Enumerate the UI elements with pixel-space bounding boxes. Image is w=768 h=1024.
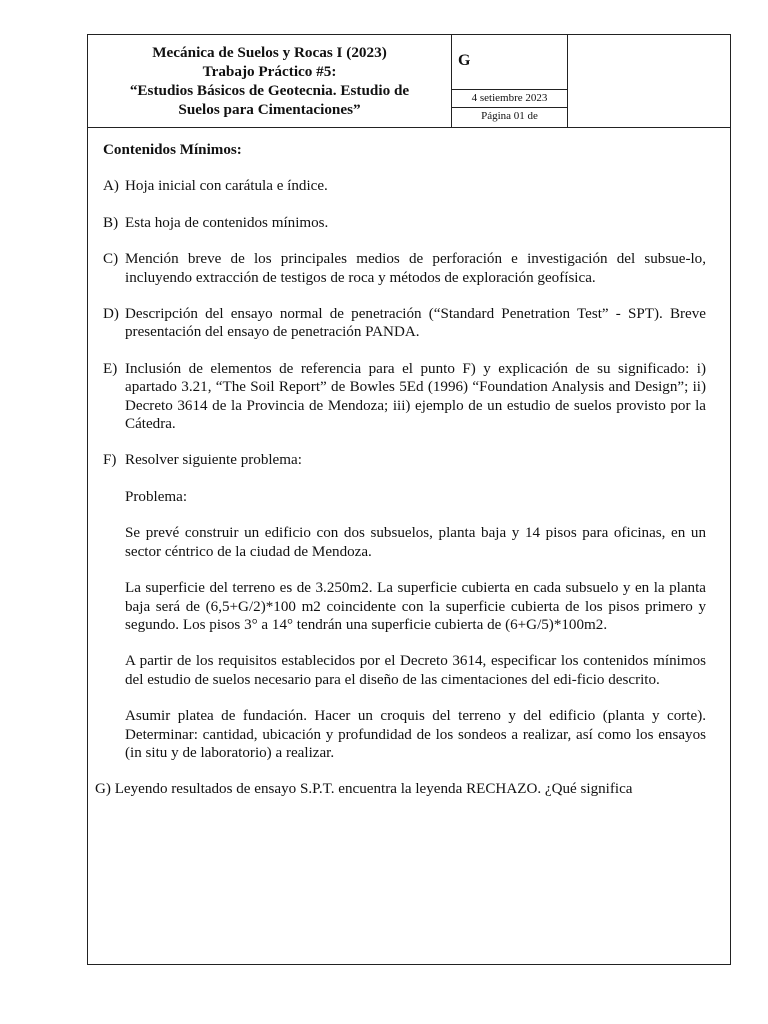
item-text: Resolver siguiente problema: bbox=[125, 452, 302, 469]
grade-letter: G bbox=[458, 52, 471, 69]
problem-title: Problema: bbox=[125, 488, 188, 505]
title-cell bbox=[88, 35, 452, 127]
item-text: Hoja inicial con carátula e índice. bbox=[125, 178, 328, 195]
subtitle-line-2: Suelos para Cimentaciones” bbox=[178, 101, 361, 118]
item-label: C) bbox=[103, 251, 119, 268]
course-title: Mecánica de Suelos y Rocas I (2023) bbox=[152, 44, 387, 61]
item-label: E) bbox=[103, 360, 118, 377]
problem-paragraph-4: Asumir platea de fundación. Hacer un croquis del terreno y del edificio (planta y corte). Determinar: cantidad, ubicación y profundidad de los sondeos a realizar, así como los ensayos (in situ y de laboratorio) a realizar. bbox=[125, 708, 706, 761]
item-text: Inclusión de elementos de referencia para el punto F) y explicación de su significado: i) apartado 3.21, “The Soil Report” de Bowles 5Ed (1996) “Foundation Analysis and Design”; ii) Decreto 3614 de la Provincia de Mendoza; iii) ejemplo de un estudio de suelos provisto por la Cátedra. bbox=[125, 360, 706, 433]
item-text: Descripción del ensayo normal de penetración (“Standard Penetration Test” - SPT). Breve presentación del ensayo de penetración PANDA. bbox=[125, 306, 706, 341]
header-table bbox=[88, 35, 730, 128]
tp-title: Trabajo Práctico #5: bbox=[202, 63, 337, 80]
item-label: B) bbox=[103, 214, 119, 231]
list-item bbox=[103, 250, 706, 287]
list-item bbox=[103, 177, 706, 195]
problem-paragraph-3: A partir de los requisitos establecidos por el Decreto 3614, especificar los contenidos mínimos del estudio de suelos necesario para el diseño de las cimentaciones del edi-ficio descrito. bbox=[125, 653, 706, 688]
problem-paragraph-1: Se prevé construir un edificio con dos subsuelos, planta baja y 14 pisos para oficinas, en un sector céntrico de la ciudad de Mendoza. bbox=[125, 525, 706, 560]
page-number: Página 01 de bbox=[481, 110, 538, 122]
question-g: G) Leyendo resultados de ensayo S.P.T. encuentra la leyenda RECHAZO. ¿Qué significa bbox=[95, 781, 633, 798]
item-text: Mención breve de los principales medios de perforación e investigación del subsue-lo, incluyendo extracción de testigos de roca y métodos de exploración geofísica. bbox=[125, 251, 706, 286]
item-label: F) bbox=[103, 452, 117, 469]
list-item bbox=[103, 360, 706, 434]
list-item bbox=[103, 451, 706, 469]
item-label: A) bbox=[103, 178, 119, 195]
subtitle-line-1: “Estudios Básicos de Geotecnia. Estudio de bbox=[129, 82, 410, 99]
problem-paragraph-2: La superficie del terreno es de 3.250m2. La superficie cubierta en cada subsuelo y en la planta baja será de (6,5+G/2)*100 m2 coincidente con la superficie cubierta de los pisos primero y segundo. Los pisos 3° a 14° tendrán una superficie cubierta de (6+G/5)*100m2. bbox=[125, 580, 706, 633]
section-heading: Contenidos Mínimos: bbox=[103, 142, 242, 158]
list-item bbox=[103, 305, 706, 342]
info-cell bbox=[452, 35, 568, 127]
document-frame bbox=[87, 34, 731, 965]
blank-cell bbox=[568, 35, 730, 127]
item-text: Esta hoja de contenidos mínimos. bbox=[125, 214, 329, 231]
content-body bbox=[88, 127, 730, 799]
list-item bbox=[103, 214, 706, 232]
date-field: 4 setiembre 2023 bbox=[452, 89, 567, 108]
item-label: D) bbox=[103, 306, 119, 323]
